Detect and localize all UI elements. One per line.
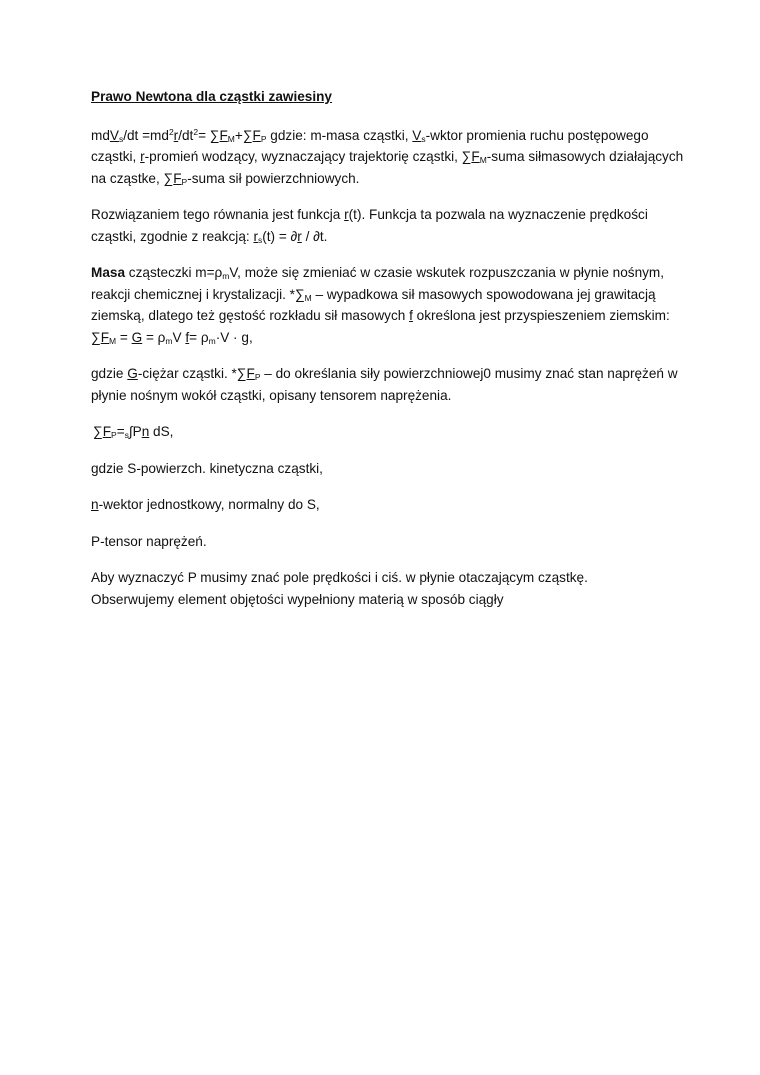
vector-symbol: F <box>102 424 112 439</box>
vector-symbol: F <box>173 170 182 186</box>
vector-symbol: r <box>253 228 258 244</box>
subscript: P <box>181 176 188 187</box>
bold-term: Masa <box>91 265 126 280</box>
subscript: s <box>257 234 263 245</box>
subscript: s <box>118 133 124 144</box>
text: cząsteczki m=ρ <box>125 265 223 280</box>
vector-symbol: r <box>344 207 349 222</box>
text: = ρ <box>142 329 166 345</box>
subscript: s <box>124 430 129 440</box>
paragraph-solution <box>91 204 691 247</box>
paragraph-weight <box>91 363 691 406</box>
text: = <box>116 424 125 439</box>
vector-symbol: F <box>471 149 480 164</box>
paragraph-surface-integral <box>91 421 691 443</box>
final-line-2: Obserwujemy element objętości wypełniony materią w sposób ciągły <box>91 591 504 607</box>
text: -wektor jednostkowy, normalny do S, <box>98 497 320 512</box>
text: V, może się zmieniać w czasie wskutek rozpuszczania w płynie nośnym, reakcji chemicznej i krystalizacji. *∑ <box>91 265 665 302</box>
vector-symbol: F <box>219 127 228 143</box>
text: , <box>248 329 253 345</box>
text: V <box>172 329 186 345</box>
text: określona jest przyspieszeniem ziemskim: ∑ <box>91 308 670 345</box>
superscript: 2 <box>193 126 199 137</box>
subscript: M <box>227 133 235 144</box>
subscript: m <box>222 271 230 281</box>
subscript: m <box>208 335 216 346</box>
text: /dt =md <box>123 127 169 143</box>
text: / ∂t. <box>301 228 328 244</box>
vector-symbol: V <box>412 127 422 143</box>
document-title: Prawo Newtona dla cząstki zawiesiny <box>91 89 332 104</box>
subscript: m <box>165 335 173 346</box>
subscript: P <box>111 430 117 440</box>
paragraph-normal-vector <box>91 494 691 516</box>
text: md <box>91 127 110 143</box>
text: ·V · <box>215 329 242 345</box>
vector-symbol: F <box>246 366 255 381</box>
vector-symbol: f <box>409 308 413 323</box>
paragraph-mass <box>91 262 691 348</box>
text: dS, <box>149 424 174 439</box>
subscript: M <box>109 335 117 346</box>
superscript: 2 <box>168 126 174 137</box>
vector-symbol: F <box>100 329 110 345</box>
paragraph-newton-equation <box>91 125 691 190</box>
text: -ciężar cząstki. *∑ <box>137 366 247 381</box>
text: = ∑ <box>198 127 220 143</box>
text: /dt <box>178 127 194 143</box>
paragraph-final <box>91 567 691 610</box>
text: – wypadkowa sił masowych spowodowana jej grawitacją ziemską, dlatego też gęstość rozkładu sił masowych <box>91 286 656 323</box>
text: -wktor promienia ruchu postępowego cząstki, <box>91 127 649 164</box>
text: gdzie: m-masa cząstki, <box>266 127 413 143</box>
vector-symbol: g <box>241 329 249 345</box>
text: -suma sił powierzchniowych. <box>187 170 360 186</box>
text: (t) = ∂ <box>262 228 298 244</box>
text: = ρ <box>189 329 209 345</box>
subscript: P <box>254 372 261 382</box>
text: -suma siłmasowych działających na cząstke, ∑ <box>91 149 684 186</box>
text: ∫P <box>128 424 142 439</box>
text: = <box>116 329 132 345</box>
paragraph-surface-definition: gdzie S-powierzch. kinetyczna cząstki, <box>91 460 323 476</box>
subscript: M <box>304 292 312 303</box>
vector-symbol: F <box>252 127 261 143</box>
vector-symbol: n <box>91 497 99 512</box>
document-content <box>91 86 691 610</box>
text: – do określania siły powierzchniowej0 musimy znać stan naprężeń w płynie nośnym wokół cząstki, opisany tensorem naprężenia. <box>91 366 678 403</box>
subscript: s <box>421 133 426 144</box>
subscript: P <box>260 133 267 144</box>
vector-symbol: V <box>109 127 119 143</box>
text: gdzie <box>91 366 128 381</box>
paragraph-tensor: P-tensor naprężeń. <box>91 533 207 549</box>
vector-symbol: G <box>127 366 138 381</box>
final-line-1: Aby wyznaczyć P musimy znać pole prędkości i ciś. w płynie otaczającym cząstkę. <box>91 570 588 585</box>
vector-symbol: r <box>297 228 302 244</box>
text: +∑ <box>234 127 253 143</box>
vector-symbol: r <box>173 127 179 143</box>
vector-symbol: G <box>131 329 143 345</box>
text: -promień wodzący, wyznaczający trajektorię cząstki, ∑ <box>144 149 472 164</box>
vector-symbol: f <box>185 329 190 345</box>
vector-symbol: r <box>140 149 145 164</box>
vector-symbol: n <box>141 424 150 439</box>
text: Rozwiązaniem tego równania jest funkcja <box>91 207 345 222</box>
text: ∑ <box>93 424 103 439</box>
subscript: M <box>479 155 487 165</box>
text: (t). Funkcja ta pozwala na wyznaczenie prędkości cząstki, zgodnie z reakcją: <box>91 207 648 244</box>
